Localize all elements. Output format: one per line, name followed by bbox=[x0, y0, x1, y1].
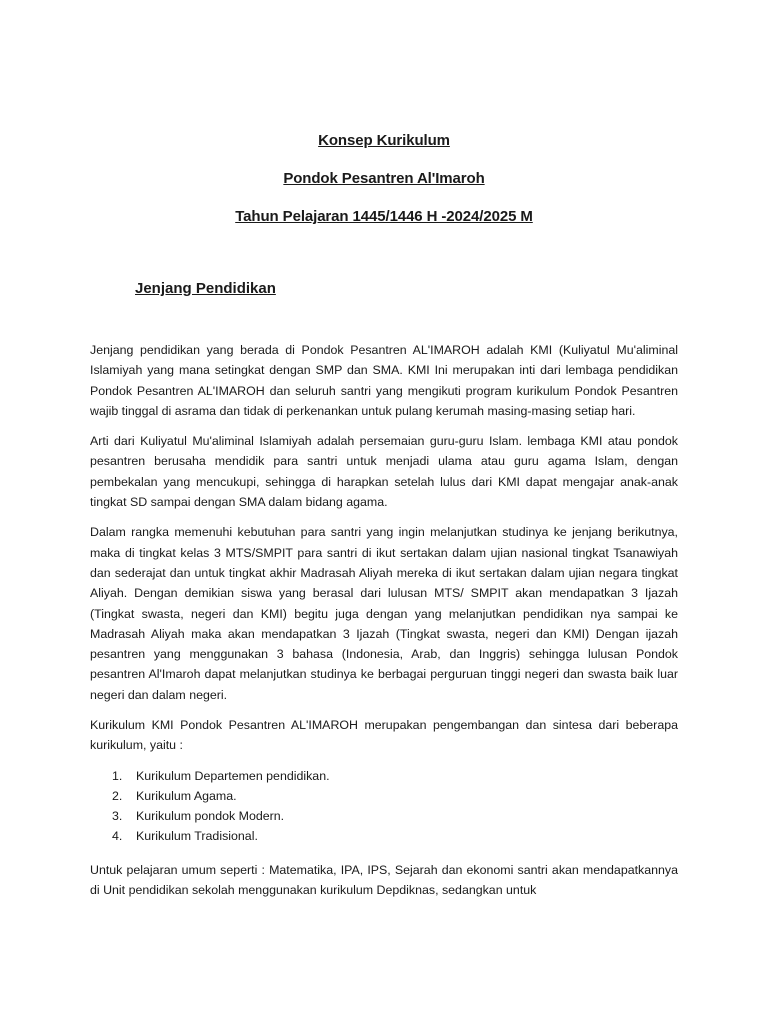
list-item bbox=[90, 806, 678, 826]
paragraph-3: Dalam rangka memenuhi kebutuhan para santri yang ingin melanjutkan studinya ke jenjang berikutnya, maka di tingkat kelas 3 MTS/SMPIT para santri di ikut sertakan dalam ujian nasional tingkat Tsanawiyah dan sederajat dan untuk tingkat akhir Madrasah Aliyah mereka di ikut sertakan dalam ujian negara tingkat Aliyah. Dengan demikian siswa yang berasal dari lulusan MTS/ SMPIT akan mendapatkan 3 Ijazah (Tingkat swasta, negeri dan KMI) begitu juga dengan yang melanjutkan pendidikan nya sampai ke Madrasah Aliyah maka akan mendapatkan 3 Ijazah (Tingkat swasta, negeri dan KMI) Dengan ijazah pesantren yang menggunakan 3 bahasa (Indonesia, Arab, dan Inggris) sehingga lulusan Pondok pesantren Al'Imaroh dapat melanjutkan studinya ke berbagai perguruan tinggi negeri dan swasta baik luar negeri dan dalam negeri. bbox=[90, 525, 678, 702]
list-item-number: 4. bbox=[112, 828, 123, 843]
curriculum-list bbox=[90, 766, 678, 846]
paragraph-closing: Untuk pelajaran umum seperti : Matematika, IPA, IPS, Sejarah dan ekonomi santri akan mendapatkannya di Unit pendidikan sekolah menggunakan kurikulum Depdiknas, sedangkan untuk bbox=[90, 862, 678, 897]
list-item bbox=[90, 766, 678, 786]
list-item-text: Kurikulum Tradisional. bbox=[136, 828, 258, 843]
document-title-line-1: Konsep Kurikulum bbox=[318, 132, 450, 149]
document-page bbox=[90, 130, 678, 910]
list-item-text: Kurikulum Departemen pendidikan. bbox=[136, 768, 330, 783]
list-item-number: 2. bbox=[112, 788, 123, 803]
list-item bbox=[90, 786, 678, 806]
list-item-text: Kurikulum pondok Modern. bbox=[136, 808, 285, 823]
document-title-line-3: Tahun Pelajaran 1445/1446 H -2024/2025 M bbox=[235, 208, 533, 225]
paragraph-4: Kurikulum KMI Pondok Pesantren AL'IMAROH merupakan pengembangan dan sintesa dari beberapa kurikulum, yaitu : bbox=[90, 718, 678, 753]
list-item-text: Kurikulum Agama. bbox=[136, 788, 237, 803]
list-item-number: 3. bbox=[112, 808, 123, 823]
paragraph-1: Jenjang pendidikan yang berada di Pondok Pesantren AL'IMAROH adalah KMI (Kuliyatul Mu'aliminal Islamiyah yang mana setingkat dengan SMP dan SMA. KMI Ini merupakan inti dari lembaga pendidikan Pondok Pesantren AL'IMAROH dan seluruh santri yang mengikuti program kurikulum Pondok Pesantren wajib tinggal di asrama dan tidak di perkenankan untuk pulang kerumah masing-masing setiap hari. bbox=[90, 343, 678, 418]
section-heading: Jenjang Pendidikan bbox=[135, 280, 276, 297]
document-title-line-2: Pondok Pesantren Al'Imaroh bbox=[283, 170, 485, 187]
paragraph-2: Arti dari Kuliyatul Mu'aliminal Islamiyah adalah persemaian guru-guru Islam. lembaga KMI atau pondok pesantren berusaha mendidik para santri untuk menjadi ulama atau guru agama Islam, dengan pembekalan yang mencukupi, sehingga di harapkan setelah lulus dari KMI dapat mengajar anak-anak tingkat SD sampai dengan SMA dalam bidang agama. bbox=[90, 434, 678, 510]
list-item-number: 1. bbox=[112, 768, 123, 783]
list-item bbox=[90, 826, 678, 846]
